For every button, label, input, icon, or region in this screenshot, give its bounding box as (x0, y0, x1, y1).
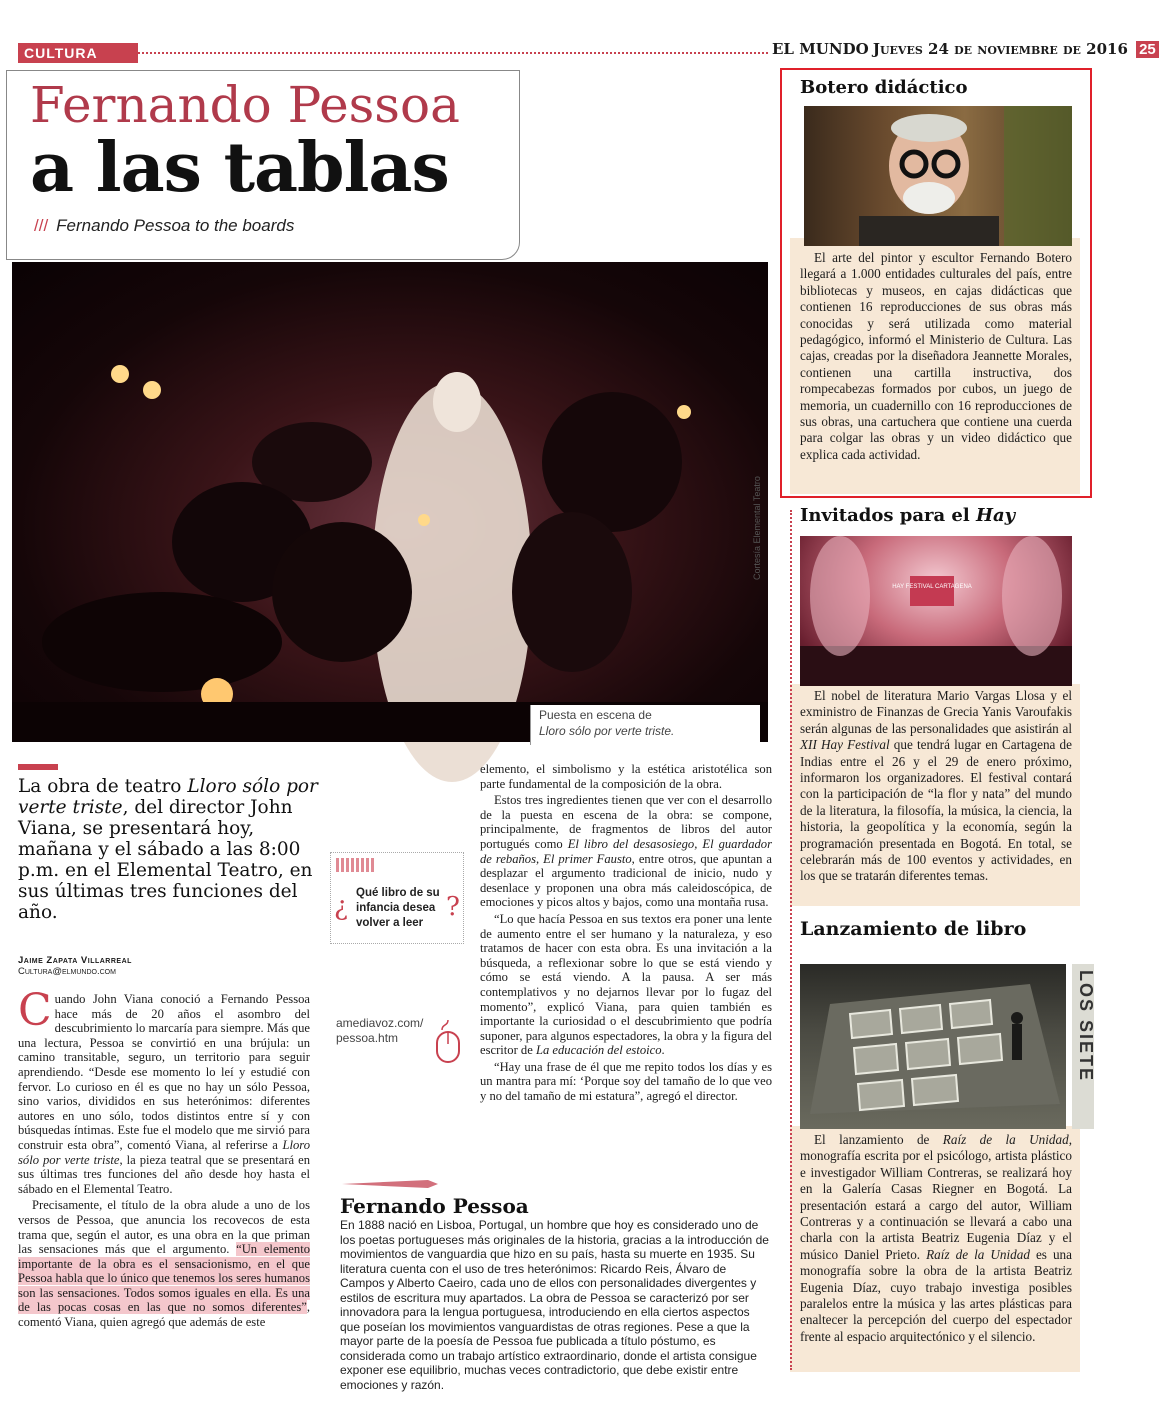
subtitle-text: Fernando Pessoa to the boards (56, 216, 295, 235)
lead-text-rest: , del director John Viana, se presentará hoy, mañana y el sábado a las 8:00 p.m. en el Elemental Teatro, en sus últimas tres funciones del año. (18, 797, 313, 923)
libro-book-title: Raíz de la Unidad (926, 1246, 1030, 1262)
highlight-frame (780, 68, 1092, 498)
body-column-2 (480, 762, 772, 1106)
book-strip-text: LOS SIETE (1076, 970, 1096, 1083)
body-italic: El libro del desasosiego, El guardador de rebaños, El primer Fausto (480, 836, 772, 866)
question-box-bar (336, 858, 376, 872)
libro-text (800, 1132, 1072, 1345)
body-paragraph: elemento, el simbolismo y la estética aristotélica son parte fundamental de la composición de la obra. (480, 762, 772, 791)
byline-author: Jaime Zapata Villarreal (18, 955, 132, 966)
highlighted-quote: “Un elemento importante de la obra es el sensacionismo, en el que Pessoa habla que lo único que tenemos los seres humanos son las sensaciones. Todos somos iguales en ella. Es una de las pocas cosas en las que no somos diferentes” (18, 1242, 310, 1315)
caption-line2: Lloro sólo por verte triste. (539, 724, 675, 738)
hay-text-part: El nobel de literatura Mario Vargas Llosa y el exministro de Finanzas de Grecia Yanis Varoufakis serán algunas de las personalidades que asistirán al (800, 688, 1072, 736)
web-link[interactable] (336, 1016, 423, 1046)
body-text: . (661, 1043, 665, 1058)
botero-paragraph: El arte del pintor y escultor Fernando Botero llegará a 1.000 entidades culturales del país, entre bibliotecas y museos, en cajas didácticas que contienen 16 reproducciones de sus obras más conocidas y será utilizada como material pedagógico, informó el Ministerio de Cultura. Las cajas, creadas por la diseñadora Jeannette Morales, contienen una cartilla instructiva, dos rompecabezas formados por cubos, un juego de memoria, un cuadernillo con 16 reproducciones de sus obras, una cartuchera que contiene una cuerda para colgar las obras y un video didáctico que explica cada actividad. (800, 250, 1072, 462)
book-photo (800, 964, 1066, 1129)
mouse-icon (434, 1020, 462, 1064)
box-title: Fernando Pessoa (340, 1194, 529, 1218)
lead-play-title: Lloro sólo por verte triste (18, 776, 318, 818)
hay-text-part: que tendrá lugar en Cartagena de Indias entre el 26 y el 29 de enero próximo, informaron los organizadores. El festival contará con la participación de “la flor y nata” del mundo de la literatura, la filosofía, la música, la ciencia, la historia, la geopolítica y la economía, según la programación presentada en Bogotá. En total, se celebrarán más de 100 eventos y actividades, en los que se tratarán diferentes temas. (800, 737, 1072, 884)
libro-text-part: El lanzamiento de (814, 1132, 943, 1147)
hay-heading (800, 505, 1015, 526)
pencil-icon (340, 1176, 440, 1192)
body-text: Estos tres ingredientes tienen que ver con el desarrollo de la puesta en escena de la obra: se compone, principalmente, de fragmentos de libros del autor portugués como (480, 793, 772, 851)
botero-heading: Botero didáctico (800, 77, 968, 98)
libro-text-part: es una monografía sobre la obra de la artista Beatriz Eugenia Díaz, cuyo trabajo investiga posibles paralelos entre la música y las artes plásticas para enaltecer la percepción del cuerpo del espectador frente al espacio arquitectónico y el silencio. (800, 1246, 1072, 1344)
subtitle-marks: /// (34, 216, 49, 235)
headline-line1: Fernando Pessoa (30, 76, 460, 134)
lead-mark (18, 764, 58, 770)
body-paragraph: “Hay una frase de él que me repito todos los días y es un mantra para mí: ‘Porque soy del tamaño de lo que veo y no del tamaño de mi estatura”, agregó el director. (480, 1059, 772, 1104)
libro-paragraph (800, 1132, 1072, 1345)
byline-email[interactable]: Cultura@elmundo.com (18, 966, 116, 977)
hay-heading-text: Invitados para el (800, 505, 976, 526)
drop-cap: C (18, 985, 52, 1036)
libro-book-title: Raíz de la Unidad (942, 1132, 1069, 1147)
hay-heading-italic: Hay (976, 505, 1016, 526)
hay-text (800, 688, 1072, 885)
hay-festival-name: XII Hay Festival (800, 737, 890, 753)
headline-line2: a las tablas (30, 128, 449, 208)
question-text: Qué libro de su infancia desea volver a leer (356, 887, 440, 929)
body-text: , comentó Viana, quien agregó que además de este (18, 1300, 310, 1330)
body-text: Precisamente, el título de la obra alude a uno de los versos de Pessoa, que anuncia los recovecos de esta trama que, según el autor, es una obra en la que priman las sensaciones más que el argumento. (18, 1198, 310, 1257)
body-paragraph (18, 985, 310, 1196)
body-italic: La educación del estoico (535, 1043, 662, 1058)
page-number: 25 (1136, 41, 1159, 58)
lead-paragraph (18, 776, 318, 923)
web-link-line2[interactable]: pessoa.htm (336, 1031, 399, 1045)
body-text: uando John Viana conoció a Fernando Pessoa hace más de 20 años el asombro del descubrimiento lo marcaría para siempre. Más que una lectura, Pessoa se convirtió en una brújula: un camino transitable, seguro, un territorio para seguir aprendiendo. “Desde ese momento lo leí y estudié con fervor. Lo curioso en él es que no hay un sólo Pessoa, sino varios, divididos en sus heterónimos: diferentes autores en uno sólo, todos distintos entre sí y con búsquedas íntimas. Este fue el modelo que me sirvió para construir esta obra”, comentó Viana, al referirse a (18, 992, 310, 1152)
body-paragraph (480, 912, 772, 1058)
body-paragraph (480, 793, 772, 910)
body-paragraph (18, 1198, 310, 1329)
web-link-line1[interactable]: amediavoz.com/ (336, 1016, 424, 1030)
question-open-mark: ¿ (334, 892, 348, 922)
caption-line1: Puesta en escena de (539, 708, 652, 722)
main-photo (12, 262, 768, 742)
photo-caption (530, 705, 760, 745)
section-tab: CULTURA (18, 43, 138, 63)
body-column-1 (18, 985, 310, 1332)
hay-festival-photo (800, 536, 1072, 686)
body-text: , la pieza teatral que se presentará en sus últimas tres funciones del año desde hoy hasta el sábado en el Elemental Teatro. (18, 1152, 310, 1196)
body-text: “Lo que hacía Pessoa en sus textos era poner una lente de aumento entre el ser humano y la naturaleza, y eso tratamos de hacer con esta obra. Es una invitación a la búsqueda, a reflexionar sobre lo que se está viendo y cómo se está viendo. A la pausa. A ser más contemplativos y no dejarnos llevar por lo fugaz del momento”, explicó Viana, para quien también es importante la curiosidad o el descubrimiento que podría suponer, para algunos espectadores, la obra y la figura del escritor de (480, 911, 772, 1058)
body-italic: Lloro sólo por verte triste (18, 1137, 310, 1167)
libro-heading: Lanzamiento de libro (800, 918, 1027, 940)
masthead (772, 40, 1159, 58)
photo-credit: Cortesía Elemental Teatro (752, 476, 762, 580)
header-rule (138, 52, 768, 54)
issue-date: Jueves 24 de noviembre de 2016 (872, 40, 1128, 58)
libro-text-part: , monografía escrita por el psicólogo, artista plástico e investigador William Contreras, se realizará hoy en la Galería Casas Riegner en Bogotá. La presentación estará a cargo del autor, William Contreras y a continuación se llevará a cabo una charla con la artista Beatriz Eugenia Díaz y el músico Daniel Prieto. (800, 1132, 1072, 1262)
box-text: En 1888 nació en Lisboa, Portugal, un hombre que hoy es considerado uno de los poetas portugueses más originales de la historia, gracias a la introducción de movimientos de vanguardia que hizo en su país, hasta su muerte en 1935. Su literatura cuenta con el uso de tres heterónimos: Ricardo Reis, Álvaro de Campos y Alberto Caeiro, cada uno de ellos con personalidades divergentes y estilos de escritura muy apartados. La obra de Pessoa se caracterizó por ser innovadora para la lengua portuguesa, introduciendo en ella ciertos aspectos que poseían los movimientos vanguardistas de otras regiones. Pese a que la mayor parte de la poesía de Pessoa fue publicada a título póstumo, es considerada como un trabajo artístico extraordinario, donde el artista consigue exponer ese equilibrio, muchas veces contradictorio, que debe existir entre emociones y razón. (340, 1218, 769, 1392)
question-close-mark: ? (446, 892, 460, 922)
hay-sign-text: HAY FESTIVAL CARTAGENA (892, 584, 972, 590)
hay-paragraph (800, 688, 1072, 885)
body-text: , entre otros, que apuntan a desplazar el argumento tradicional de inicio, nudo y desenlace y proponen una obra más caleidoscópica, de emociones y picos altos y bajos, como una montaña rusa. (480, 851, 772, 910)
subtitle (34, 216, 294, 236)
sidebar-divider (790, 510, 792, 1370)
lead-text: La obra de teatro (18, 776, 188, 797)
publication-name: EL MUNDO (772, 40, 869, 58)
